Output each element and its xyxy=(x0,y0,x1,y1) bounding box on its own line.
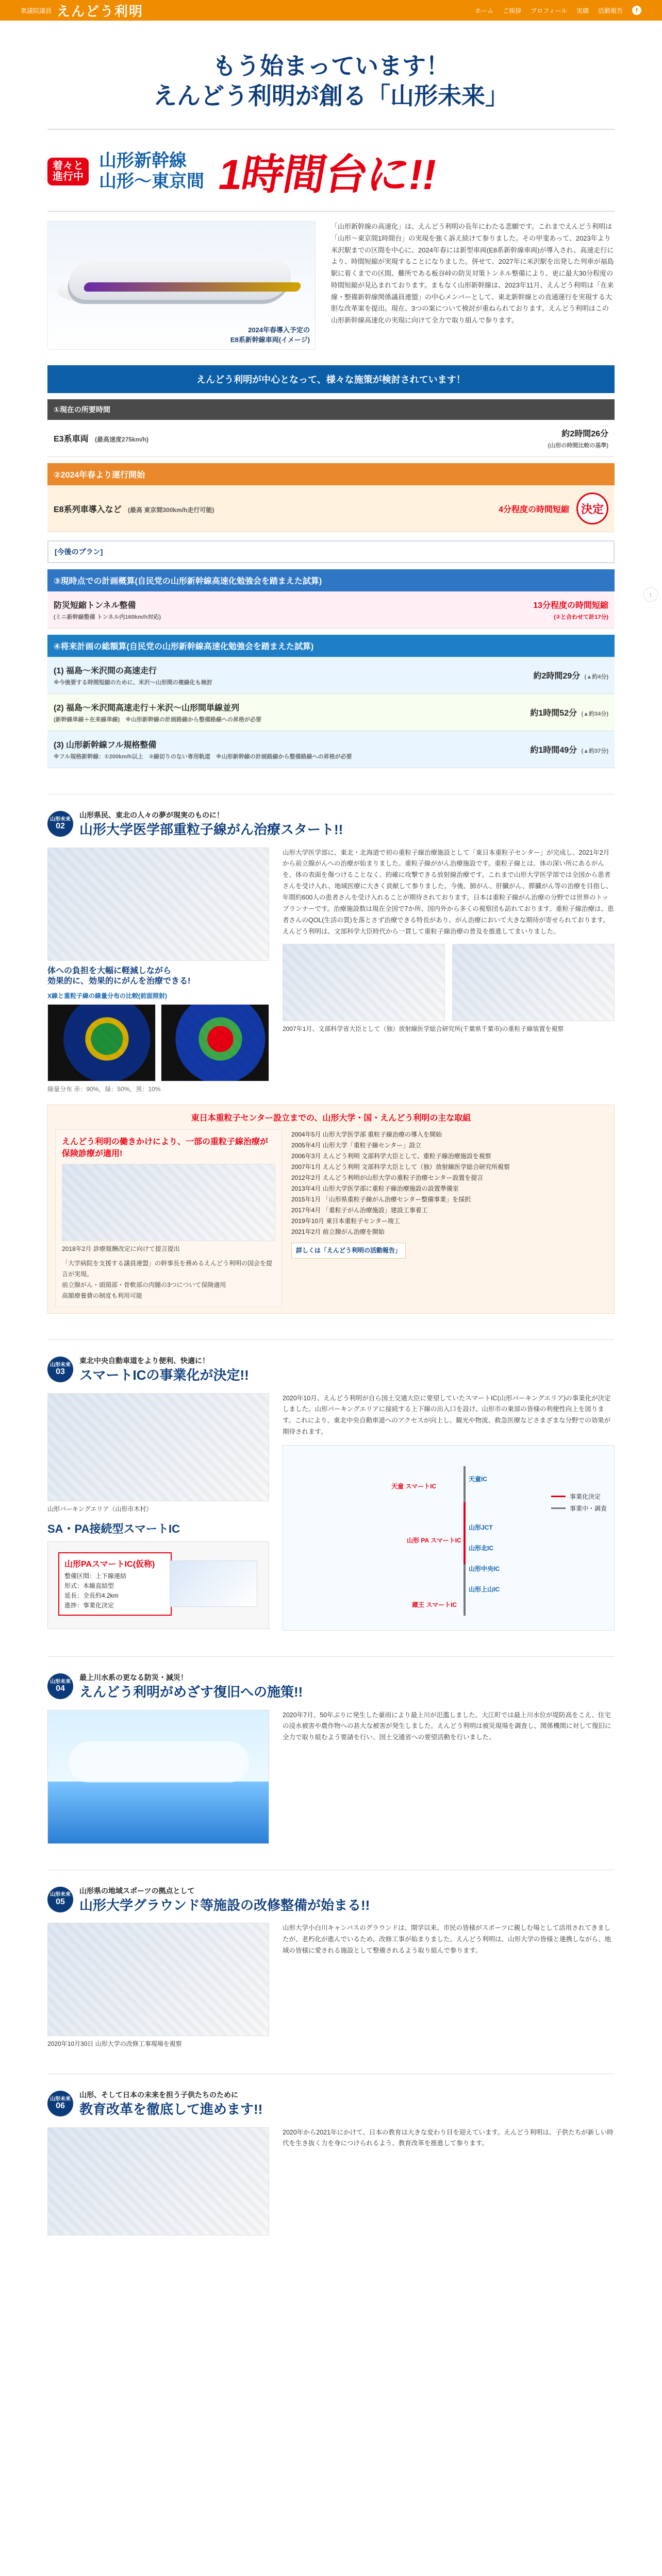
topic-subtitle: 山形、そして日本の未来を担う子供たちのために xyxy=(79,2091,238,2099)
topic-heading-text xyxy=(79,1355,249,1384)
plan-row xyxy=(47,591,615,629)
insurance-point: 前立腺がん・頭頸部・骨軟部の肉腫の3つについて保険適用 xyxy=(62,1281,226,1289)
topic-title: えんどう利明がめざす復旧への施策!! xyxy=(79,1684,303,1700)
future-plan-note: ※フル規格新幹線：①200km/h以上 ②線切りのない専用軌道 ※山形新幹線の計画路線から整備路線への昇格が必要 xyxy=(54,754,352,760)
topic-subtitle: 東北中央自動車道をより便利、快適に！ xyxy=(79,1357,209,1365)
initiatives-body xyxy=(55,1129,607,1307)
nav-home[interactable]: ホーム xyxy=(475,7,494,14)
top-nav-bar xyxy=(0,0,662,21)
smart-ic-line xyxy=(464,1502,466,1564)
topic-number-badge xyxy=(47,2091,73,2116)
activity-report-link[interactable]: 詳しくは「えんどう利明の活動報告」 xyxy=(291,1243,406,1259)
topic-heading-text xyxy=(79,810,343,838)
topic-smart-ic-body xyxy=(47,1393,615,1631)
plan-time-note: (②と合わせて計17分) xyxy=(554,614,608,620)
topic-number-badge xyxy=(47,1887,73,1912)
proposal-caption: 2018年2月 診療報酬改定に向けて提言提出 xyxy=(62,1245,180,1253)
topic-subtitle: 山形県民、東北の人々の夢が現実のものに！ xyxy=(79,811,224,819)
future-plan-right xyxy=(530,743,608,755)
topic-ground-renovation xyxy=(47,1870,615,2048)
initiatives-box xyxy=(47,1105,615,1314)
nav-greeting[interactable]: ご挨拶 xyxy=(503,7,522,14)
parking-area-photo xyxy=(47,1393,269,1501)
future-heading: ④将来計画の総額算(自民党の山形新幹線高速化勉強会を踏まえた試算) xyxy=(47,635,615,657)
flood-illustration xyxy=(47,1710,269,1844)
intro-text: 「山形新幹線の高速化」は、えんどう利明の長年にわたる悲願です。これまでえんどう利明は「山形〜東京間1時間台」の実現を強く訴え続けて参りました。その甲斐あって、2023年より米沢駅までの区間を中心に、2024年春には新型車両(E8系新幹線車両)が導入され、高速走行により、時間短縮が実現することになりました。併せて、2027年に米沢駅を出発した列車が福島駅に着くまでの区間、難所である板谷峠の防災対策トンネル整備により、更に最大30分程度の時間短縮が見込まれております。まもなく山形新幹線は、2023年11月、えんどう利明は「在来線・整備新幹線関係議員連盟」の中心メンバーとして、東北新幹線との直通運行を実現する大胆な改革案を提出。現在、3つの案について検討が重ねられております。えんどう利明はこの山形新幹線高速化の実現に向けて全力で取り組んで参ります。 xyxy=(331,223,614,324)
banner-lines xyxy=(99,151,204,191)
banner-headline: 1時間台に!! xyxy=(214,151,441,198)
train-body xyxy=(63,260,295,304)
ongoing-badge-line-2: 進行中 xyxy=(53,171,84,182)
insurance-title: えんどう利明の働きかけにより、一部の重粒子線治療が保険診療が適用! xyxy=(62,1138,269,1159)
topic-number-badge xyxy=(47,1673,73,1699)
timeline-item: 2004年5月 山形大学医学部 重粒子線治療の導入を開始 xyxy=(291,1131,442,1139)
topic-badge-label: 山形未来 xyxy=(50,1362,71,1368)
banner-line-2: 山形〜東京間 xyxy=(99,171,204,191)
current-time: 約2時間26分 xyxy=(561,430,608,438)
future-plan-left xyxy=(54,738,352,760)
dose-images xyxy=(47,1004,269,1081)
topic-heading-text xyxy=(79,1672,303,1701)
hero-line-1: もう始まっています！ xyxy=(212,53,450,79)
ongoing-badge xyxy=(47,158,89,185)
sa-pa-title: SA・PA接続型スマートIC xyxy=(47,1522,180,1535)
education-text: 2020年から2021年にかけて、日本の教育は大きな変わり目を迎えています。えんどう利明は、子供たちが新しい時代を生き抜く力を身につけられるよう、教育改革を推進して参ります。 xyxy=(283,2128,614,2147)
sa-pa-info-bubble xyxy=(58,1552,172,1616)
plan-item: 防災短縮トンネル整備 xyxy=(54,601,136,610)
map-label: 山形北IC xyxy=(469,1545,494,1552)
heavy-ion-text: 山形大学医学部に、東北・北海道で初の重粒子線治療施設として「東日本重粒子センター」が完成し、2021年2月から前立腺がんへの治療が始まりました。重粒子線ががん治療施設です。重粒子線とは、体の深い所にあるがんを、体の表面を傷つけることなく、的確に攻撃できる放射線治療です。これまで山形大学医学部では全国から患者さんを受け入れ、地域医療に大きく貢献して参りました。今後、肺がん、肝臓がん、膵臓がん等の治療を目指し、年間約600人の患者さんを受け入れることが期待されております。日本は重粒子線がん治療の分野では世界のトップランナーです。治療施設数は現在全国で7か所、国内外から多くの視察団も訪れております。重粒子線治療は、患者さんのQOL(生活の質)を落とさず治療できる特長があり、がん治療において大きな期待が寄せられております。えんどう利明は、文部科学大臣時代から一貫して重粒子線治療の普及を推進してまいりました。 xyxy=(283,849,614,935)
flood-text: 2020年7月、50年ぶりに発生した豪雨により最上川が氾濫しました。大江町では最上川水位が堤防高をこえ、住宅の浸水被害や農作物への甚大な被害が発生しました。えんどう利明は被災現場を調査し、関係機関に対して復旧に全力で取り組むよう要請を行い、国土交通省への要望活動を行いました。 xyxy=(283,1711,611,1741)
insurance-points xyxy=(62,1258,275,1301)
sa-pa-graphic xyxy=(170,1561,257,1607)
ground-photo-caption: 2020年10月30日 山形大学の改修工事現場を視察 xyxy=(47,2040,182,2048)
sa-pa-bubble-line: 進捗：事業化決定 xyxy=(64,1602,114,1609)
brand-subtitle: 衆議院議員 xyxy=(21,7,52,14)
map-label: 蔵王 スマートIC xyxy=(412,1601,457,1609)
diagram-area xyxy=(69,1741,249,1783)
topic-badge-number: 05 xyxy=(56,1897,65,1906)
sa-pa-bubble-line: 形式：本線直結型 xyxy=(64,1582,114,1589)
train-caption-line-2: E8系新幹線車両(イメージ) xyxy=(230,336,310,344)
topic-heading-text xyxy=(79,1886,370,1914)
hero-title xyxy=(47,21,615,129)
insurance-point: 「大学病院を支援する議員連盟」の幹事長を務めるえんどう利明の国会を提言が実現。 xyxy=(62,1260,273,1278)
topic-subtitle: 最上川水系の更なる防災・減災！ xyxy=(79,1673,188,1682)
measures-heading: えんどう利明が中心となって、様々な施策が検討されています！ xyxy=(47,365,615,393)
spring-time-saving: 4分程度の時間短縮 xyxy=(499,505,569,514)
future-plan-note: ※今後要する時間短縮のために、米沢〜山形間の複線化も検討 xyxy=(54,680,212,686)
topic-badge-number: 06 xyxy=(56,2102,65,2111)
nav-achievements[interactable]: 実績 xyxy=(576,7,589,14)
timeline-item: 2012年2月 えんどう利明が山形大学の重粒子治療センター設置を提言 xyxy=(291,1174,484,1182)
topic-number-badge xyxy=(47,1357,73,1382)
nav-profile[interactable]: プロフィール xyxy=(531,7,567,14)
legend-label: 事業中・調査 xyxy=(569,1505,607,1513)
topic-smart-ic xyxy=(47,1340,615,1631)
plan-label: [今後のプラン] xyxy=(47,540,615,563)
banner-line-1: 山形新幹線 xyxy=(99,151,187,171)
parking-area-caption: 山形パーキングエリア（山形市木村） xyxy=(47,1505,153,1513)
future-plan-right xyxy=(534,669,609,681)
timeline-item: 2006年3月 えんどう利明 文部科学大臣として、重粒子線治療施設を視察 xyxy=(291,1153,491,1160)
topic-heavy-ion-body xyxy=(47,848,615,1094)
future-plan-title: (3) 山形新幹線フル規格整備 xyxy=(54,741,157,750)
benefit-caption-line-2: 効果的に、効果的にがんを治療できる! xyxy=(47,977,191,986)
topic-heading xyxy=(47,1355,615,1384)
future-plans xyxy=(47,657,615,768)
ground-photo-column xyxy=(47,1923,269,2048)
train-stripe xyxy=(83,282,302,292)
topic-badge-label: 山形未来 xyxy=(50,1892,71,1898)
future-plan-note: (新幹線単線＋在来線単線) ※山形新幹線の計画路線から整備路線への昇格が必要 xyxy=(54,717,262,723)
plan-time-saving: 13分程度の時間短縮 xyxy=(533,601,608,610)
sa-pa-bubble-line: 延長：全長約4.2km xyxy=(64,1591,119,1599)
topic-heading-text xyxy=(79,2090,262,2118)
topic-flood-control xyxy=(47,1656,615,1844)
timeline-item: 2021年2月 前立腺がん治療を開始 xyxy=(291,1228,385,1236)
legend-swatch xyxy=(551,1507,566,1509)
topic-heavy-ion-right xyxy=(283,848,615,1094)
map-label: 山形中央IC xyxy=(469,1565,500,1573)
topic-heading xyxy=(47,1886,615,1914)
map-label: 天童 スマートIC xyxy=(391,1483,437,1490)
topic-badge-number: 04 xyxy=(56,1684,65,1693)
xray-dose-image xyxy=(47,1004,156,1081)
train-caption-line-1: 2024年春導入予定の xyxy=(248,326,310,334)
current-row-right xyxy=(548,427,608,449)
future-plan-row xyxy=(47,657,615,694)
dose-chart-label: X線と重粒子線の線量分布の比較(前面照射) xyxy=(47,992,167,1000)
plan-item-note: (ミニ新幹線整備 トンネル内160km/h対応) xyxy=(54,614,161,620)
ground-photo xyxy=(47,1923,269,2036)
future-plan-title: (1) 福島〜米沢間の高速走行 xyxy=(54,667,157,675)
initiatives-title: 東日本重粒子センター設立までの、山形大学・国・えんどう利明の主な取組 xyxy=(191,1114,471,1123)
nav-activity[interactable]: 活動報告 xyxy=(598,7,623,14)
topic-badge-label: 山形未来 xyxy=(50,2096,71,2102)
plan-heading: ③現時点での計画概算(自民党の山形新幹線高速化勉強会を踏まえた試算) xyxy=(47,569,615,591)
timeline-item: 2017年4月 「重粒子がん治療施設」建設工事着工 xyxy=(291,1207,428,1214)
education-photo xyxy=(47,2127,269,2235)
shinkansen-banner xyxy=(47,129,615,212)
topic-education-reform-body xyxy=(47,2127,615,2235)
topic-heavy-ion xyxy=(47,794,615,1093)
future-plan-time: 約1時間49分 xyxy=(530,746,577,755)
hero-line-2: えんどう利明が創る「山形未来」 xyxy=(153,82,509,109)
spring-train-note: (最高 東京間300km/h走行可能) xyxy=(128,506,214,514)
spring-row-left xyxy=(54,503,214,515)
map-label: 山形 PA スマートIC xyxy=(407,1537,461,1545)
scroll-to-top-button[interactable]: ↑ xyxy=(643,587,658,602)
spring-train: E8系列車導入など xyxy=(54,505,122,514)
current-time-row xyxy=(47,420,615,457)
visit-caption: 2007年1月、文部科学省大臣として（独）放射線医学総合研究所(千葉県千葉市)の重粒子線装置を視察 xyxy=(283,1025,564,1032)
topic-number-badge xyxy=(47,811,73,837)
topic-subtitle: 山形県の地域スポーツの拠点として xyxy=(79,1886,195,1895)
topic-ground-renovation-body xyxy=(47,1923,615,2048)
current-time-note: (山形の時間比較の基準) xyxy=(548,443,608,449)
topic-heavy-ion-left xyxy=(47,848,269,1094)
map-label: 山形JCT xyxy=(469,1524,493,1532)
legend-label: 事業化決定 xyxy=(569,1493,601,1501)
current-time-heading: ①現在の所要時間 xyxy=(47,399,615,420)
topic-title: 山形大学グラウンド等施設の改修整備が始まる!! xyxy=(79,1897,370,1913)
topic-badge-label: 山形未来 xyxy=(50,816,71,822)
map-label: 山形上山IC xyxy=(469,1586,500,1594)
spring-service-heading: ②2024年春より運行開始 xyxy=(47,463,615,485)
train-image xyxy=(47,221,316,350)
smart-ic-map xyxy=(283,1445,615,1631)
insurance-point: 高額療養費の制度も利用可能 xyxy=(62,1292,143,1300)
visit-photos xyxy=(283,944,615,1021)
medical-center-photo xyxy=(47,848,269,961)
plan-row-right xyxy=(533,599,608,621)
future-plan-row xyxy=(47,694,615,731)
timeline-more-row xyxy=(291,1243,607,1259)
current-row-left xyxy=(54,432,148,444)
current-train-note: (最高速度275km/h) xyxy=(95,436,149,443)
intro xyxy=(47,221,615,350)
sa-pa-diagram xyxy=(47,1541,269,1629)
top-navigation xyxy=(475,6,641,15)
ongoing-badge-line-1: 着々と xyxy=(53,160,84,172)
sa-pa-bubble-title: 山形PAスマートIC(仮称) xyxy=(64,1560,155,1569)
topic-title: 教育改革を徹底して進めます!! xyxy=(79,2102,263,2117)
future-plan-row xyxy=(47,731,615,768)
topic-heading xyxy=(47,1672,615,1701)
decided-badge: 決定 xyxy=(576,493,608,524)
future-plan-title: (2) 福島〜米沢間高速走行＋米沢〜山形間単線並列 xyxy=(54,704,240,713)
timeline-item: 2015年1月 「山形県重粒子線がん治療センター整備事業」を採択 xyxy=(291,1196,471,1204)
proposal-photo xyxy=(62,1164,275,1241)
insurance-box xyxy=(55,1129,282,1307)
topic-heading xyxy=(47,810,615,838)
future-plan-left xyxy=(54,664,212,686)
map-label: 天童IC xyxy=(469,1476,488,1483)
benefit-caption xyxy=(47,966,269,988)
legend-swatch xyxy=(551,1496,566,1497)
visit-photo-1 xyxy=(283,944,445,1021)
map-legend xyxy=(551,1489,607,1516)
future-plan-diff: (▲約4分) xyxy=(584,674,608,680)
future-plan-time: 約2時間29分 xyxy=(533,672,581,681)
brand-logo[interactable]: えんどう利明 xyxy=(57,3,144,19)
benefit-caption-line-1: 体への負担を大幅に軽減しながら xyxy=(47,966,172,975)
spring-service-row xyxy=(47,485,615,532)
spring-row-right xyxy=(499,493,608,524)
legend-item xyxy=(551,1504,607,1513)
future-plan-time: 約1時間52分 xyxy=(530,709,577,718)
timeline-item: 2005年4月 山形大学「重粒子線センター」設立 xyxy=(291,1142,422,1149)
topic-title: 山形大学医学部重粒子線がん治療スタート!! xyxy=(79,822,343,837)
visit-photo-2 xyxy=(452,944,615,1021)
heavy-ion-dose-image xyxy=(161,1004,269,1081)
future-plan-diff: (▲約34分) xyxy=(581,711,608,717)
future-plan-diff: (▲約37分) xyxy=(581,748,608,754)
ground-text: 山形大学小白川キャンパスのグラウンドは、開学以来、市民の皆様がスポーツに親しむ場として活用されてきましたが、老朽化が進んでいるため、改修工事が始まりました。えんどう利明は、山形大学の皆様と連携しながら、地域の皆様に愛される施設として整備されるよう取り組んで参ります。 xyxy=(283,1924,611,1954)
topic-title: スマートICの事業化が決定!! xyxy=(79,1367,249,1383)
initiatives-left xyxy=(55,1129,282,1307)
current-train: E3系車両 xyxy=(54,435,89,444)
dose-note: 線量分布 赤：90%，緑：50%，黒：10% xyxy=(47,1086,161,1093)
facebook-icon[interactable]: f xyxy=(632,6,641,15)
river-water xyxy=(48,1782,269,1843)
timeline-list xyxy=(291,1129,607,1307)
future-plan-left xyxy=(54,701,261,723)
topic-flood-control-body xyxy=(47,1710,615,1844)
topic-smart-ic-left xyxy=(47,1393,269,1631)
topic-education-reform xyxy=(47,2074,615,2235)
topic-badge-label: 山形未来 xyxy=(50,1679,71,1685)
topic-badge-number: 02 xyxy=(56,822,65,831)
timeline-item: 2007年1月 えんどう利明 文部科学大臣として（独）放射線医学総合研究所視察 xyxy=(291,1163,510,1171)
plan-row-left xyxy=(54,599,161,621)
timeline-item: 2013年4月 山形大学医学部に重粒子線治療施設の設置準備室 xyxy=(291,1185,459,1193)
timeline-item: 2019年10月 東日本重粒子センター竣工 xyxy=(291,1217,400,1225)
topic-heading xyxy=(47,2090,615,2118)
topic-smart-ic-right xyxy=(283,1393,615,1631)
sa-pa-bubble-line: 整備区間：上下線連結 xyxy=(64,1572,127,1580)
future-plan-right xyxy=(530,706,608,718)
smart-ic-text: 2020年10月、えんどう利明が自ら国土交通大臣に要望していたスマートIC(山形パーキングエリア)の事業化が決定しました。山形パーキングエリアに接続する上下線の出入口を設け、山形市の東部の皆様の利便性向上を図ります。これにより、東北中央自動車道へのアクセスが向上し、観光や物流、救急医療などさまざまな分野での効果が期待されます。 xyxy=(283,1394,611,1436)
topic-badge-number: 03 xyxy=(56,1367,65,1377)
train-caption xyxy=(230,325,310,344)
sa-pa-bubble-lines xyxy=(64,1571,166,1611)
legend-item xyxy=(551,1492,607,1501)
